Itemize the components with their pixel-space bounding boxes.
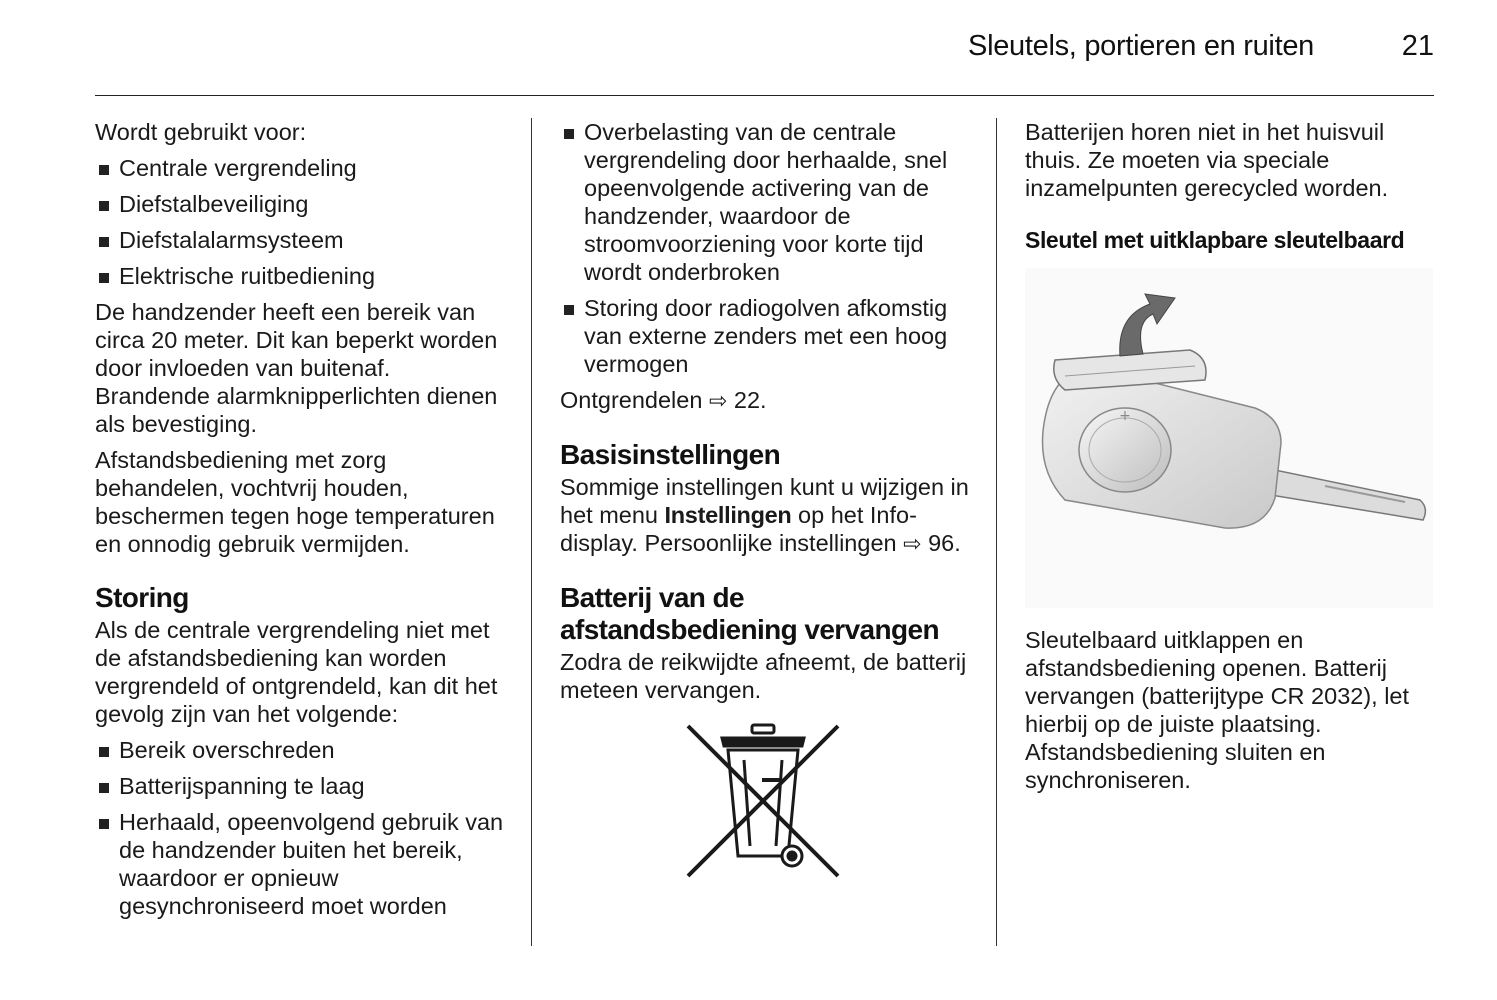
basis-text-pre: Sommige instellingen kunt u wijzigen in het menu <box>560 474 969 528</box>
chapter-title: Sleutels, portieren en ruiten <box>968 30 1314 62</box>
care-paragraph: Afstandsbediening met zorg behandelen, vochtvrij houden, beschermen tegen hoge temperaturen en onnodig gebruik vermijden. <box>95 447 495 557</box>
storing-heading: Storing <box>95 582 189 613</box>
list-item: Diefstalbeveiliging <box>95 190 507 218</box>
list-item: Herhaald, opeenvolgend gebruik van de handzender buiten het bereik, waardoor er opnieuw gesynchroniseerd moet worden <box>95 808 507 920</box>
header-divider <box>95 95 1434 96</box>
list-item: Diefstalalarmsysteem <box>95 226 507 254</box>
unlock-reference-label: Ontgrendelen <box>560 387 703 413</box>
list-item: Overbelasting van de centrale vergrendeling door herhaalde, snel opeenvolgende activering van de handzender, waardoor de stroomvoorziening voor korte tijd wordt onderbroken <box>560 118 972 286</box>
list-item: Storing door radiogolven afkomstig van externe zenders met een hoog vermogen <box>560 294 972 378</box>
unlock-reference-page: 22. <box>733 387 767 413</box>
key-heading: Sleutel met uitklapbare sleutelbaard <box>1025 227 1405 253</box>
unlock-reference <box>560 386 972 415</box>
column-divider-1 <box>531 118 532 946</box>
battery-heading <box>560 582 972 646</box>
svg-text:+: + <box>1119 408 1131 424</box>
basis-reference-page: 96. <box>928 530 961 556</box>
crossed-out-bin-icon <box>682 720 844 882</box>
basis-text-post: op het Info-display. Persoonlijke instellingen <box>560 502 917 556</box>
range-paragraph: De handzender heeft een bereik van circa 20 meter. Dit kan beperkt worden door invloeden van buitenaf. Brandende alarmknipperlichten dienen als bevestiging. <box>95 299 498 437</box>
column-divider-2 <box>996 118 997 946</box>
battery-heading-line2: afstandsbediening vervangen <box>560 614 940 645</box>
battery-paragraph: Zodra de reikwijdte afneemt, de batterij meteen vervangen. <box>560 649 967 703</box>
recycle-paragraph: Batterijen horen niet in het huisvuil thuis. Ze moeten via speciale inzamelpunten gerecycled worden. <box>1025 119 1389 201</box>
causes-list-continued <box>560 118 972 378</box>
list-item: Centrale vergrendeling <box>95 154 507 182</box>
causes-list <box>95 736 507 920</box>
uses-list <box>95 154 507 290</box>
arrow-right-icon: ⇨ <box>708 388 728 413</box>
settings-menu-label: Instellingen <box>664 502 792 528</box>
key-paragraph: Sleutelbaard uitklappen en afstandsbediening openen. Batterij vervangen (batterijtype CR 2032), let hierbij op de juiste plaatsing. Afstandsbediening sluiten en synchroniseren. <box>1025 627 1410 793</box>
basis-paragraph <box>560 473 972 558</box>
battery-heading-line1: Batterij van de <box>560 582 744 613</box>
uses-intro: Wordt gebruikt voor: <box>95 119 307 145</box>
page-number: 21 <box>1401 30 1434 62</box>
list-item: Batterijspanning te laag <box>95 772 507 800</box>
key-battery-illustration <box>1025 268 1433 608</box>
column-1 <box>95 118 507 928</box>
column-3 <box>1025 118 1437 802</box>
list-item: Elektrische ruitbediening <box>95 262 507 290</box>
storing-paragraph: Als de centrale vergrendeling niet met de afstandsbediening kan worden vergrendeld of ontgrendeld, kan dit het gevolg zijn van het volgende: <box>95 617 498 727</box>
list-item: Bereik overschreden <box>95 736 507 764</box>
arrow-right-icon: ⇨ <box>903 531 922 556</box>
column-2 <box>560 118 972 882</box>
basis-heading: Basisinstellingen <box>560 439 781 470</box>
